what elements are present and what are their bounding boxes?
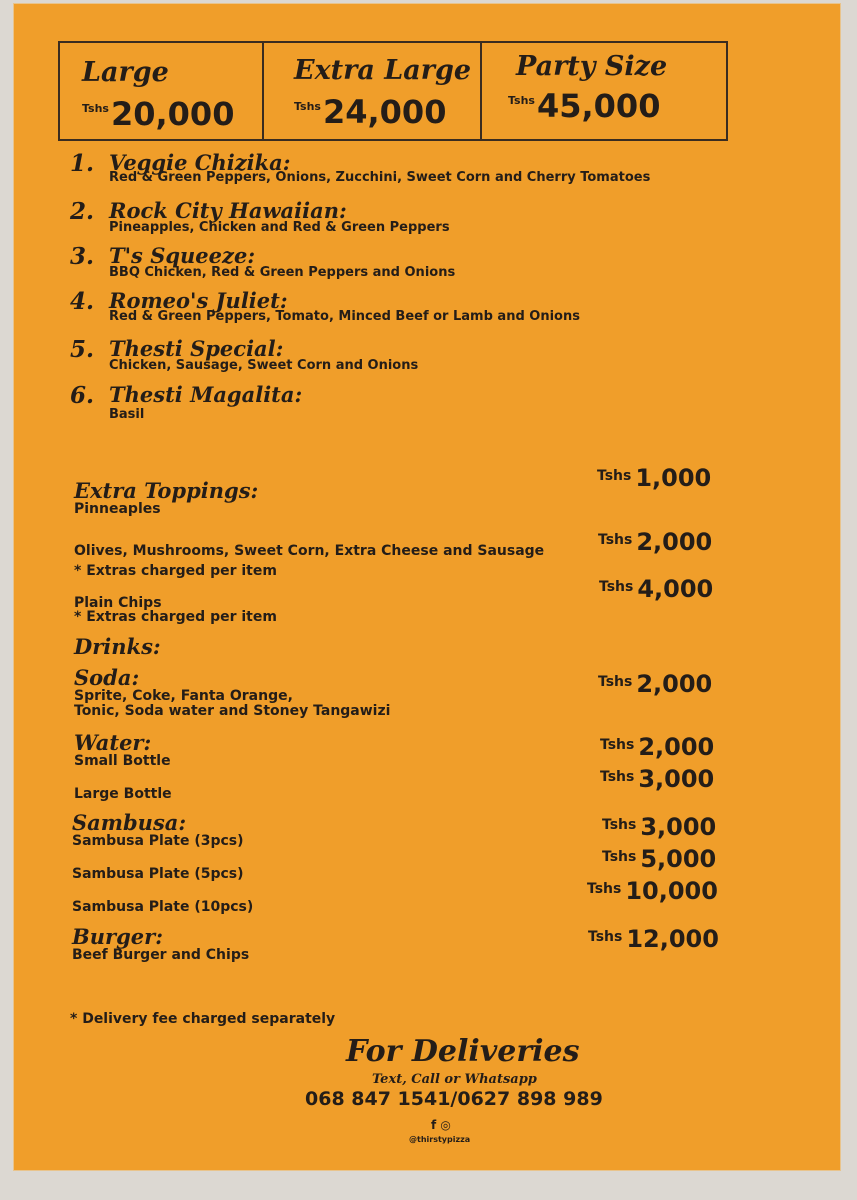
size-extra-large [264,43,482,139]
extras-item: Olives, Mushrooms, Sweet Corn, Extra Cheese and Sausage [74,543,545,559]
soda-item: Tonic, Soda water and Stoney Tangawizi [74,703,391,719]
size-party [482,43,726,139]
pizza-name: Romeo's Juliet: [109,288,288,313]
pizza-number: 6. [70,382,95,409]
extras-item: Pinneaples [74,501,161,517]
water-price: $^{Tshs}$ 3,000 [600,765,715,793]
size-name: Large [82,57,169,88]
sambusa-price: $^{Tshs}$ 10,000 [587,877,718,905]
pizza-number: 5. [70,336,95,363]
size-price: $^{Tshs}$20,000 [82,95,235,133]
extras-price: $^{Tshs}$ 4,000 [599,575,714,603]
pizza-number: 4. [70,288,95,315]
drinks-title: Drinks: [74,634,161,659]
deliveries-subtitle: Text, Call or Whatsapp [372,1072,537,1087]
sambusa-price: $^{Tshs}$ 3,000 [602,813,717,841]
size-price: $^{Tshs}$45,000 [508,87,661,125]
pizza-description: Red & Green Peppers, Onions, Zucchini, Sweet Corn and Cherry Tomatoes [109,170,651,185]
pizza-description: Red & Green Peppers, Tomato, Minced Beef or Lamb and Onions [109,309,580,324]
water-title: Water: [74,730,152,755]
sambusa-item: Sambusa Plate (10pcs) [72,899,254,915]
pizza-name: T's Squeeze: [109,243,256,268]
pizza-name: Veggie Chizika: [109,150,291,175]
extras-note: * Extras charged per item [74,609,277,625]
sambusa-item: Sambusa Plate (3pcs) [72,833,244,849]
sambusa-title: Sambusa: [72,810,187,835]
delivery-fee-note: * Delivery fee charged separately [70,1011,336,1027]
pizza-number: 2. [70,198,95,225]
size-name: Extra Large [294,55,472,86]
extras-price: $^{Tshs}$ 2,000 [598,528,713,556]
pizza-description: Pineapples, Chicken and Red & Green Peppers [109,220,450,235]
pizza-description: Basil [109,407,145,422]
pizza-number: 3. [70,243,95,270]
water-price: $^{Tshs}$ 2,000 [600,733,715,761]
social-handle: @thirstypizza [409,1135,471,1144]
pizza-description: Chicken, Sausage, Sweet Corn and Onions [109,358,419,373]
sambusa-item: Sambusa Plate (5pcs) [72,866,244,882]
pizza-name: Rock City Hawaiian: [109,198,347,223]
burger-item: Beef Burger and Chips [72,947,250,963]
soda-price: $^{Tshs}$ 2,000 [598,670,713,698]
social-icons: f ◎ [431,1118,451,1132]
size-large [60,43,264,139]
pizza-number: 1. [70,150,95,177]
sambusa-price: $^{Tshs}$ 5,000 [602,845,717,873]
extras-price: $^{Tshs}$ 1,000 [597,464,712,492]
pizza-description: BBQ Chicken, Red & Green Peppers and Onions [109,265,456,280]
water-item: Small Bottle [74,753,171,769]
size-name: Party Size [516,51,668,82]
soda-title: Soda: [74,665,140,690]
pizza-name: Thesti Special: [109,336,284,361]
phone-numbers: 068 847 1541/0627 898 989 [305,1088,603,1110]
extras-title: Extra Toppings: [74,478,259,503]
water-item: Large Bottle [74,786,172,802]
burger-price: $^{Tshs}$ 12,000 [588,925,719,953]
pizza-name: Thesti Magalita: [109,382,303,407]
extras-item: Plain Chips [74,595,162,611]
deliveries-title: For Deliveries [346,1034,580,1069]
burger-title: Burger: [72,924,163,949]
extras-note: * Extras charged per item [74,563,277,579]
soda-item: Sprite, Coke, Fanta Orange, [74,688,293,704]
size-price: $^{Tshs}$24,000 [294,93,447,131]
size-price-table [58,41,728,141]
